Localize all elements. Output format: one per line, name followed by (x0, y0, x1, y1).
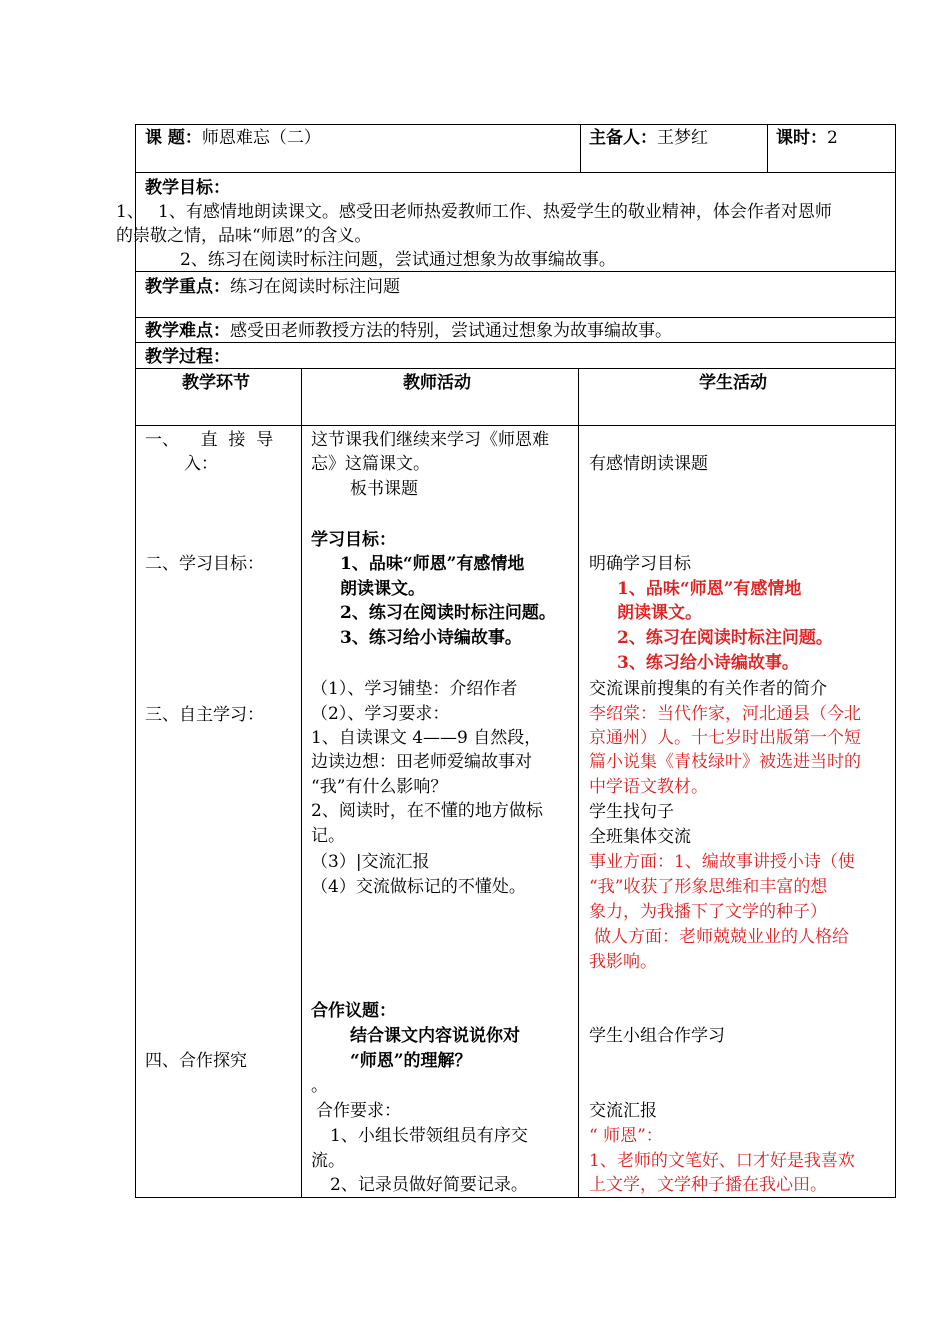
student-line-12: 学生找句子 (589, 802, 674, 822)
objectives-heading: 教学目标： (145, 178, 230, 198)
col-divider-2 (578, 368, 579, 1198)
column-header-stage: 教学环节 (182, 373, 250, 393)
student-line-7: 交流课前搜集的有关作者的简介 (589, 679, 827, 699)
teacher-coop-req-heading: 合作要求： (316, 1101, 401, 1121)
topic-value: 师恩难忘（二） (201, 128, 321, 148)
objective-1-line1: 1、有感情地朗读课文。感受田老师热爱教师工作、热爱学生的敬业精神，体会作者对恩师 (158, 202, 832, 222)
stage-1-line2: 入： (184, 454, 218, 474)
teacher-goal-3: 3、练习给小诗编故事。 (340, 628, 522, 648)
student-answer-5: 我影响。 (589, 952, 657, 972)
period-cell (776, 126, 838, 150)
difficulty-label: 教学难点： (145, 321, 230, 341)
stage-3: 三、自主学习： (145, 705, 264, 725)
preparer-value: 王梦红 (657, 128, 708, 148)
teacher-coop-topic-2: “师恩”的理解？ (350, 1051, 472, 1071)
row-divider-header (135, 172, 896, 173)
teacher-line-9: （1）、学习铺垫：介绍作者 (311, 679, 518, 699)
teacher-goal-1b: 朗读课文。 (340, 579, 425, 599)
stage-1-line1: 一、 直 接 导 (145, 430, 274, 450)
key-point-label: 教学重点： (145, 277, 230, 297)
teacher-coop-req-2: 2、记录员做好简要记录。 (330, 1175, 528, 1195)
student-author-2: 京通州）人。十七岁时出版第一个短 (589, 728, 861, 748)
key-point-value: 练习在阅读时标注问题 (230, 277, 400, 297)
teacher-line-10: （2）、学习要求： (311, 704, 450, 724)
student-answer-2: “我”收获了形象思维和丰富的想 (589, 877, 828, 897)
teacher-coop-req-1b: 流。 (311, 1151, 345, 1171)
table-border-bottom (135, 1197, 896, 1198)
teacher-line-14: 2、阅读时，在不懂的地方做标 (311, 801, 543, 821)
stage-4: 四、合作探究 (145, 1051, 247, 1071)
student-line-2: 明确学习目标 (589, 554, 691, 574)
student-line-1: 有感情朗读课题 (589, 454, 708, 474)
student-author-1: 李绍棠：当代作家，河北通县（今北 (589, 704, 861, 724)
objective-1-line2: 的崇敬之情，品味“师恩”的含义。 (116, 226, 372, 246)
teacher-goal-2: 2、练习在阅读时标注问题。 (340, 603, 556, 623)
student-author-3: 篇小说集《青枝绿叶》被选进当时的 (589, 752, 861, 772)
period-label: 课时： (776, 128, 827, 148)
header-divider-1 (580, 124, 581, 173)
table-border-left (135, 124, 136, 1198)
column-header-teacher: 教师活动 (403, 373, 471, 393)
teacher-line-3: 板书课题 (350, 479, 418, 499)
teacher-line-11: 1、自读课文 4——9 自然段， (311, 728, 542, 748)
period-value: 2 (827, 128, 838, 148)
teacher-line-1: 这节课我们继续来学习《师恩难 (311, 430, 549, 450)
student-answer-3: 象力，为我播下了文学的种子） (589, 902, 827, 922)
student-shien-heading: “ 师恩”： (589, 1126, 663, 1146)
teacher-coop-req-1a: 1、小组长带领组员有序交 (330, 1126, 528, 1146)
student-shien-2: 上文学，文学种子播在我心田。 (589, 1175, 827, 1195)
stage-2: 二、学习目标： (145, 554, 264, 574)
teacher-line-2: 忘》这篇课文。 (311, 454, 430, 474)
table-border-top (135, 124, 896, 125)
student-line-19: 学生小组合作学习 (589, 1026, 725, 1046)
preparer-label: 主备人： (589, 128, 657, 148)
process-heading: 教学过程： (145, 347, 230, 367)
teacher-line-21: 。 (311, 1076, 328, 1096)
objectives-list-marker: 1、 (116, 202, 144, 222)
teacher-line-12: 边读边想：田老师爱编故事对 (311, 752, 532, 772)
student-goal-1b: 朗读课文。 (617, 603, 702, 623)
header-divider-2 (767, 124, 768, 173)
objective-2: 2、练习在阅读时标注问题，尝试通过想象为故事编故事。 (180, 250, 616, 270)
preparer-cell (589, 126, 708, 150)
student-goal-3: 3、练习给小诗编故事。 (617, 653, 799, 673)
student-line-20: 交流汇报 (589, 1101, 657, 1121)
col-divider-1 (301, 368, 302, 1198)
student-shien-1: 1、老师的文笔好、口才好是我喜欢 (589, 1151, 855, 1171)
difficulty-row (145, 319, 672, 343)
column-header-student: 学生活动 (699, 373, 767, 393)
difficulty-value: 感受田老师教授方法的特别，尝试通过想象为故事编故事。 (230, 321, 672, 341)
student-goal-2: 2、练习在阅读时标注问题。 (617, 628, 833, 648)
teacher-line-17: （4）交流做标记的不懂处。 (311, 877, 526, 897)
student-author-4: 中学语文教材。 (589, 777, 708, 797)
table-border-right (895, 124, 896, 1198)
teacher-line-16: （3）|交流汇报 (311, 852, 430, 872)
student-answer-4: 做人方面：老师兢兢业业的人格给 (594, 927, 849, 947)
teacher-coop-heading: 合作议题： (311, 1001, 396, 1021)
teacher-line-13: “我”有什么影响？ (311, 777, 448, 797)
row-divider-process (135, 368, 896, 369)
teacher-goal-1a: 1、品味“师恩”有感情地 (340, 554, 525, 574)
topic-cell (145, 126, 321, 150)
teacher-line-15: 记。 (311, 826, 345, 846)
key-point-row (145, 275, 400, 299)
topic-label: 课 题： (145, 128, 202, 148)
row-divider-columns (135, 425, 896, 426)
student-goal-1a: 1、品味“师恩”有感情地 (617, 579, 802, 599)
student-line-13: 全班集体交流 (589, 827, 691, 847)
teacher-goals-heading: 学习目标： (311, 530, 396, 550)
student-answer-1: 事业方面：1、编故事讲授小诗（使 (589, 852, 855, 872)
row-divider-keypoint (135, 317, 896, 318)
teacher-coop-topic-1: 结合课文内容说说你对 (350, 1026, 520, 1046)
